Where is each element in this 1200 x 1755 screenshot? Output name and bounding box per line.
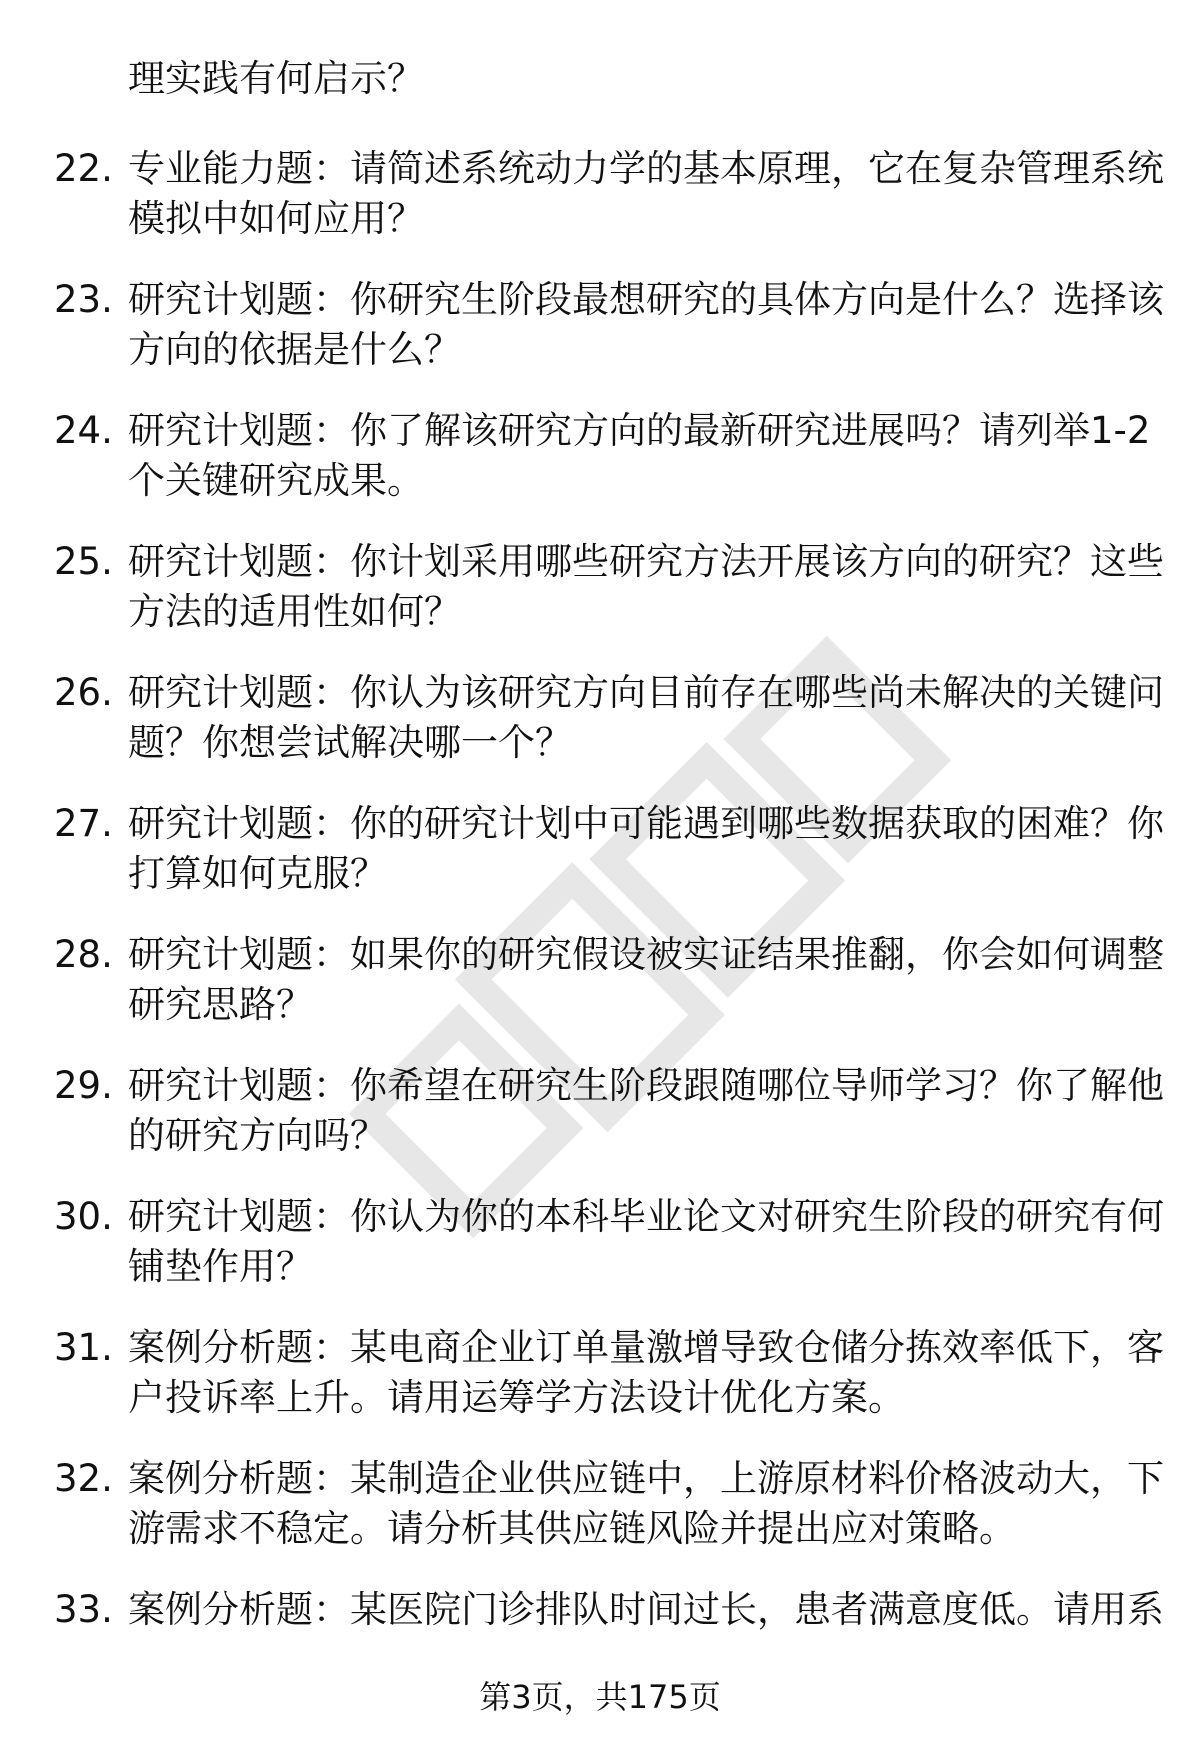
question-text-line: 研究计划题：你认为该研究方向目前存在哪些尚未解决的关键问 [128,671,1164,714]
question-item [0,930,1200,1061]
question-text-line: 铺垫作用？ [128,1245,313,1288]
question-text-line: 案例分析题：某电商企业订单量激增导致仓储分拣效率低下，客 [128,1326,1164,1369]
question-number: 32. [54,1457,113,1500]
question-item [0,1061,1200,1192]
question-item [0,668,1200,799]
question-text-line: 专业能力题：请简述系统动力学的基本原理，它在复杂管理系统 [128,147,1164,190]
question-list [0,144,1200,1716]
question-text-line: 模拟中如何应用？ [128,197,424,240]
question-text-line: 的研究方向吗？ [128,1114,387,1157]
question-text-line: 题？你想尝试解决哪一个？ [128,721,572,764]
question-item [0,1192,1200,1323]
question-item [0,537,1200,668]
continued-question-text: 理实践有何启示？ [128,57,424,100]
question-text-line: 研究计划题：你希望在研究生阶段跟随哪位导师学习？你了解他 [128,1064,1164,1107]
question-number: 27. [54,802,113,845]
question-text-line: 研究计划题：你的研究计划中可能遇到哪些数据获取的困难？你 [128,802,1164,845]
question-text-line: 研究计划题：你认为你的本科毕业论文对研究生阶段的研究有何 [128,1195,1164,1238]
question-number: 22. [54,147,113,190]
question-text-line: 案例分析题：某医院门诊排队时间过长，患者满意度低。请用系 [128,1588,1164,1631]
question-text-line: 方法的适用性如何？ [128,590,461,633]
question-item [0,144,1200,275]
page-footer: 第3页，共175页 [479,1678,721,1716]
question-text-line: 打算如何克服？ [128,852,387,895]
question-number: 26. [54,671,113,714]
question-text-line: 研究计划题：你了解该研究方向的最新研究进展吗？请列举1-2 [128,409,1151,452]
question-item [0,1323,1200,1454]
question-text-line: 研究计划题：你计划采用哪些研究方法开展该方向的研究？这些 [128,540,1164,583]
question-text-line: 研究计划题：你研究生阶段最想研究的具体方向是什么？选择该 [128,278,1164,321]
question-number: 29. [54,1064,113,1107]
question-item [0,406,1200,537]
question-item [0,799,1200,930]
question-item [0,1454,1200,1585]
question-number: 33. [54,1588,113,1631]
question-number: 25. [54,540,113,583]
question-number: 31. [54,1326,113,1369]
question-text-line: 研究计划题：如果你的研究假设被实证结果推翻，你会如何调整 [128,933,1164,976]
question-number: 30. [54,1195,113,1238]
question-text-line: 个关键研究成果。 [128,459,424,502]
question-text-line: 研究思路？ [128,983,313,1026]
question-number: 28. [54,933,113,976]
question-item [0,275,1200,406]
question-text-line: 方向的依据是什么？ [128,328,461,371]
question-text-line: 案例分析题：某制造企业供应链中，上游原材料价格波动大，下 [128,1457,1164,1500]
question-text-line: 游需求不稳定。请分析其供应链风险并提出应对策略。 [128,1507,1016,1550]
question-text-line: 户投诉率上升。请用运筹学方法设计优化方案。 [128,1376,905,1419]
question-number: 23. [54,278,113,321]
question-number: 24. [54,409,113,452]
